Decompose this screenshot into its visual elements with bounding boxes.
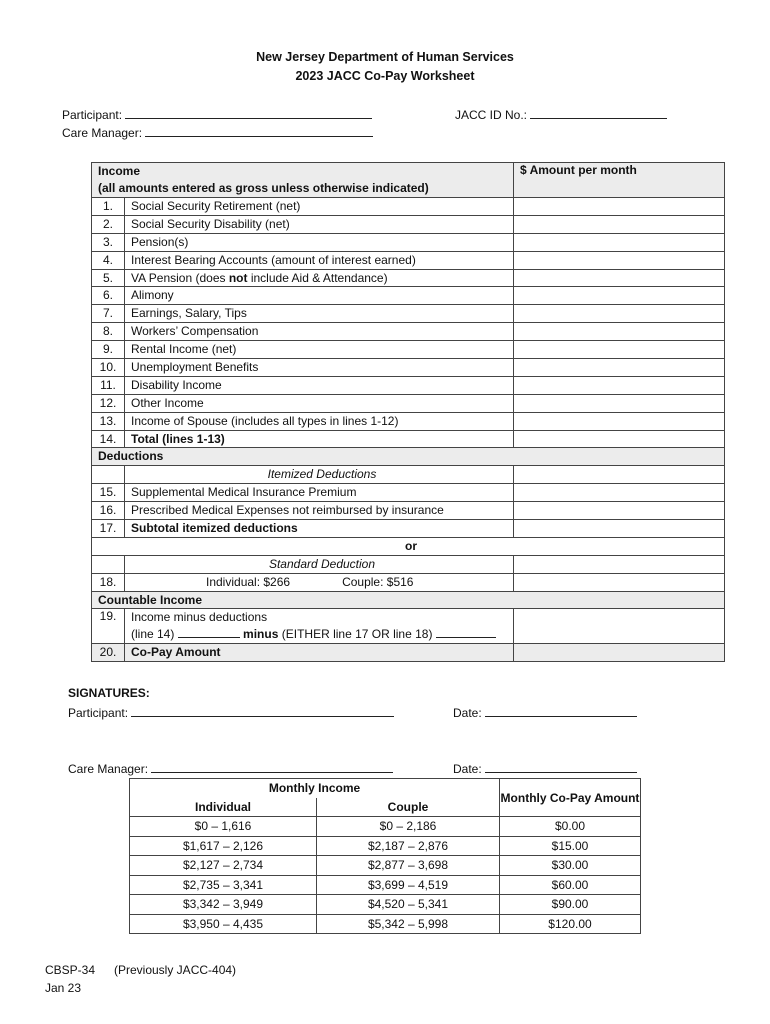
row-number: 18. xyxy=(92,573,125,591)
copay-row xyxy=(130,914,641,934)
care-manager-signature-field[interactable] xyxy=(68,761,393,776)
copay-amount: $0.00 xyxy=(500,817,641,837)
empty-amount-cell xyxy=(514,466,725,484)
income-row xyxy=(92,269,725,287)
income-heading-cell xyxy=(92,163,514,198)
row-number: 14. xyxy=(92,430,125,448)
care-manager-date-label: Date: xyxy=(453,762,482,776)
amount-input[interactable] xyxy=(514,198,725,216)
couple-header: Couple xyxy=(317,798,500,817)
income-row-label: Workers’ Compensation xyxy=(125,323,514,341)
amount-input[interactable] xyxy=(514,269,725,287)
row-number: 10. xyxy=(92,359,125,377)
income-row-label: Alimony xyxy=(125,287,514,305)
copay-amount: $15.00 xyxy=(500,836,641,856)
deduction-row-label: Supplemental Medical Insurance Premium xyxy=(125,484,514,502)
form-id: CBSP-34 xyxy=(45,963,96,977)
label-bold-text: not xyxy=(228,270,248,285)
amount-input[interactable] xyxy=(514,430,725,448)
income-row xyxy=(92,198,725,216)
income-row xyxy=(92,412,725,430)
income-row xyxy=(92,215,725,233)
jacc-id-field[interactable] xyxy=(455,107,667,122)
copay-row xyxy=(130,856,641,876)
care-manager-date-field[interactable] xyxy=(453,761,637,776)
amount-header: $ Amount per month xyxy=(514,163,725,198)
participant-label: Participant: xyxy=(62,108,123,122)
income-row-label: Earnings, Salary, Tips xyxy=(125,305,514,323)
row-19-label xyxy=(125,609,514,644)
couple-range: $3,699 – 4,519 xyxy=(317,875,500,895)
amount-input[interactable] xyxy=(514,484,725,502)
deduction-row xyxy=(92,484,725,502)
income-row-label xyxy=(125,269,514,287)
income-row xyxy=(92,287,725,305)
amount-input-19[interactable] xyxy=(514,609,725,644)
care-manager-signature-label: Care Manager: xyxy=(68,762,149,776)
income-row-label: Other Income xyxy=(125,394,514,412)
income-subheading: (all amounts entered as gross unless otherwise indicated) xyxy=(98,181,429,195)
amount-input-20[interactable] xyxy=(514,644,725,662)
individual-range: $3,950 – 4,435 xyxy=(130,914,317,934)
empty-num-cell xyxy=(92,555,125,573)
row-number: 11. xyxy=(92,376,125,394)
income-worksheet-table xyxy=(91,162,725,662)
row-19-part-a: (line 14) xyxy=(131,627,175,642)
row-number: 16. xyxy=(92,502,125,520)
participant-line[interactable] xyxy=(125,107,372,119)
standard-heading: Standard Deduction xyxy=(125,555,514,573)
row-number: 3. xyxy=(92,233,125,251)
participant-signature-label: Participant: xyxy=(68,706,129,720)
couple-range: $4,520 – 5,341 xyxy=(317,895,500,915)
amount-input[interactable] xyxy=(514,305,725,323)
participant-date-label: Date: xyxy=(453,706,482,720)
row-number: 2. xyxy=(92,215,125,233)
individual-range: $3,342 – 3,949 xyxy=(130,895,317,915)
care-manager-line[interactable] xyxy=(145,125,373,137)
income-row-label: Unemployment Benefits xyxy=(125,359,514,377)
income-row xyxy=(92,251,725,269)
care-manager-signature-line[interactable] xyxy=(151,761,393,773)
row-number: 8. xyxy=(92,323,125,341)
income-heading: Income xyxy=(98,164,141,178)
participant-date-line[interactable] xyxy=(485,705,637,717)
empty-amount-cell xyxy=(514,555,725,573)
row-19-line1: Income minus deductions xyxy=(131,610,268,625)
couple-range: $2,877 – 3,698 xyxy=(317,856,500,876)
copay-row xyxy=(130,875,641,895)
individual-header: Individual xyxy=(130,798,317,817)
row-number: 17. xyxy=(92,520,125,538)
income-row xyxy=(92,233,725,251)
row-number: 20. xyxy=(92,644,125,662)
individual-range: $1,617 – 2,126 xyxy=(130,836,317,856)
label-text: VA Pension (does xyxy=(131,270,229,285)
line-14-blank[interactable] xyxy=(178,626,240,638)
income-row-label: Income of Spouse (includes all types in lines 1-12) xyxy=(125,412,514,430)
row-number: 6. xyxy=(92,287,125,305)
copay-schedule-table xyxy=(129,778,641,934)
income-row-label: Disability Income xyxy=(125,376,514,394)
income-row xyxy=(92,323,725,341)
row-19-part-b: (EITHER line 17 OR line 18) xyxy=(281,627,433,642)
amount-input[interactable] xyxy=(514,251,725,269)
form-date: Jan 23 xyxy=(45,981,82,995)
care-manager-date-line[interactable] xyxy=(485,761,637,773)
income-row-label: Social Security Disability (net) xyxy=(125,215,514,233)
income-row-label: Rental Income (net) xyxy=(125,341,514,359)
couple-range: $2,187 – 2,876 xyxy=(317,836,500,856)
care-manager-label: Care Manager: xyxy=(62,126,143,140)
individual-range: $2,127 – 2,734 xyxy=(130,856,317,876)
countable-heading: Countable Income xyxy=(92,591,725,609)
monthly-income-header: Monthly Income xyxy=(130,779,500,798)
amount-input[interactable] xyxy=(514,341,725,359)
couple-range: $0 – 2,186 xyxy=(317,817,500,837)
deduction-row-label: Subtotal itemized deductions xyxy=(125,520,514,538)
amount-input[interactable] xyxy=(514,394,725,412)
amount-input[interactable] xyxy=(514,287,725,305)
copay-row xyxy=(130,836,641,856)
income-row-label: Pension(s) xyxy=(125,233,514,251)
participant-signature-field[interactable] xyxy=(68,705,394,720)
row-20-label: Co-Pay Amount xyxy=(125,644,514,662)
copay-amount: $30.00 xyxy=(500,856,641,876)
copay-amount: $60.00 xyxy=(500,875,641,895)
row-number: 4. xyxy=(92,251,125,269)
row-number: 7. xyxy=(92,305,125,323)
row-number: 12. xyxy=(92,394,125,412)
monthly-copay-header: Monthly Co-Pay Amount xyxy=(500,779,641,817)
row-19-minus: minus xyxy=(243,627,279,642)
jacc-id-label: JACC ID No.: xyxy=(455,108,528,122)
amount-input[interactable] xyxy=(514,233,725,251)
copay-amount: $90.00 xyxy=(500,895,641,915)
couple-range: $5,342 – 5,998 xyxy=(317,914,500,934)
row-number: 5. xyxy=(92,269,125,287)
document-title: 2023 JACC Co-Pay Worksheet xyxy=(295,69,475,83)
row-number: 19. xyxy=(92,609,125,644)
income-row xyxy=(92,305,725,323)
deduction-row xyxy=(92,502,725,520)
income-row-label: Total (lines 1-13) xyxy=(125,430,514,448)
income-row xyxy=(92,394,725,412)
income-row-label: Interest Bearing Accounts (amount of interest earned) xyxy=(125,251,514,269)
participant-date-field[interactable] xyxy=(453,705,637,720)
participant-signature-line[interactable] xyxy=(131,705,394,717)
copay-row xyxy=(130,817,641,837)
amount-input[interactable] xyxy=(514,215,725,233)
itemized-heading: Itemized Deductions xyxy=(125,466,514,484)
row-number: 13. xyxy=(92,412,125,430)
signatures-heading: SIGNATURES: xyxy=(68,686,150,700)
jacc-id-line[interactable] xyxy=(530,107,667,119)
amount-input[interactable] xyxy=(514,359,725,377)
individual-range: $0 – 1,616 xyxy=(130,817,317,837)
income-row-label: Social Security Retirement (net) xyxy=(125,198,514,216)
participant-field[interactable] xyxy=(62,107,372,122)
row-number: 1. xyxy=(92,198,125,216)
amount-input[interactable] xyxy=(514,502,725,520)
deductions-heading: Deductions xyxy=(92,448,725,466)
copay-row xyxy=(130,895,641,915)
row-number: 9. xyxy=(92,341,125,359)
or-separator: or xyxy=(92,537,725,555)
income-row xyxy=(92,376,725,394)
deduction-row-label: Prescribed Medical Expenses not reimbursed by insurance xyxy=(125,502,514,520)
copay-amount: $120.00 xyxy=(500,914,641,934)
income-row xyxy=(92,359,725,377)
standard-individual: Individual: $266 xyxy=(206,574,291,589)
document-org: New Jersey Department of Human Services xyxy=(256,50,514,64)
label-text: include Aid & Attendance) xyxy=(247,270,388,285)
previous-form-id: (Previously JACC-404) xyxy=(114,963,237,977)
amount-input[interactable] xyxy=(514,412,725,430)
amount-input[interactable] xyxy=(514,376,725,394)
care-manager-field[interactable] xyxy=(62,125,373,140)
deduction-row xyxy=(92,520,725,538)
income-row xyxy=(92,430,725,448)
individual-range: $2,735 – 3,341 xyxy=(130,875,317,895)
amount-input-18[interactable] xyxy=(514,573,725,591)
empty-num-cell xyxy=(92,466,125,484)
income-row xyxy=(92,341,725,359)
amount-input[interactable] xyxy=(514,520,725,538)
amount-input[interactable] xyxy=(514,323,725,341)
standard-couple: Couple: $516 xyxy=(342,574,414,589)
line-17-18-blank[interactable] xyxy=(436,626,496,638)
row-number: 15. xyxy=(92,484,125,502)
standard-deduction-cell xyxy=(125,573,514,591)
